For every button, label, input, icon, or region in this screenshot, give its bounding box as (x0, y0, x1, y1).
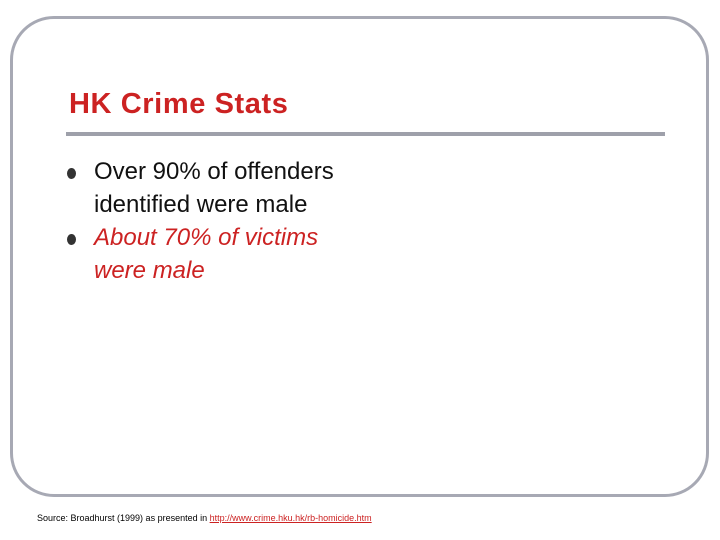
source-link[interactable]: http://www.crime.hku.hk/rb-homicide.htm (209, 513, 372, 523)
source-prefix: Source: Broadhurst (1999) as presented in (37, 513, 210, 523)
source-citation (37, 513, 372, 523)
bullet-item (67, 221, 354, 287)
bullet-item (67, 155, 354, 221)
bullet-text: Over 90% of offenders identified were male (94, 158, 334, 218)
slide-title: HK Crime Stats (69, 88, 289, 120)
bullet-dot-icon (67, 234, 76, 245)
title-divider (66, 132, 665, 136)
bullet-dot-icon (67, 168, 76, 179)
bullet-list (67, 155, 354, 287)
bullet-text-highlight: About 70% of victims were male (94, 224, 319, 284)
